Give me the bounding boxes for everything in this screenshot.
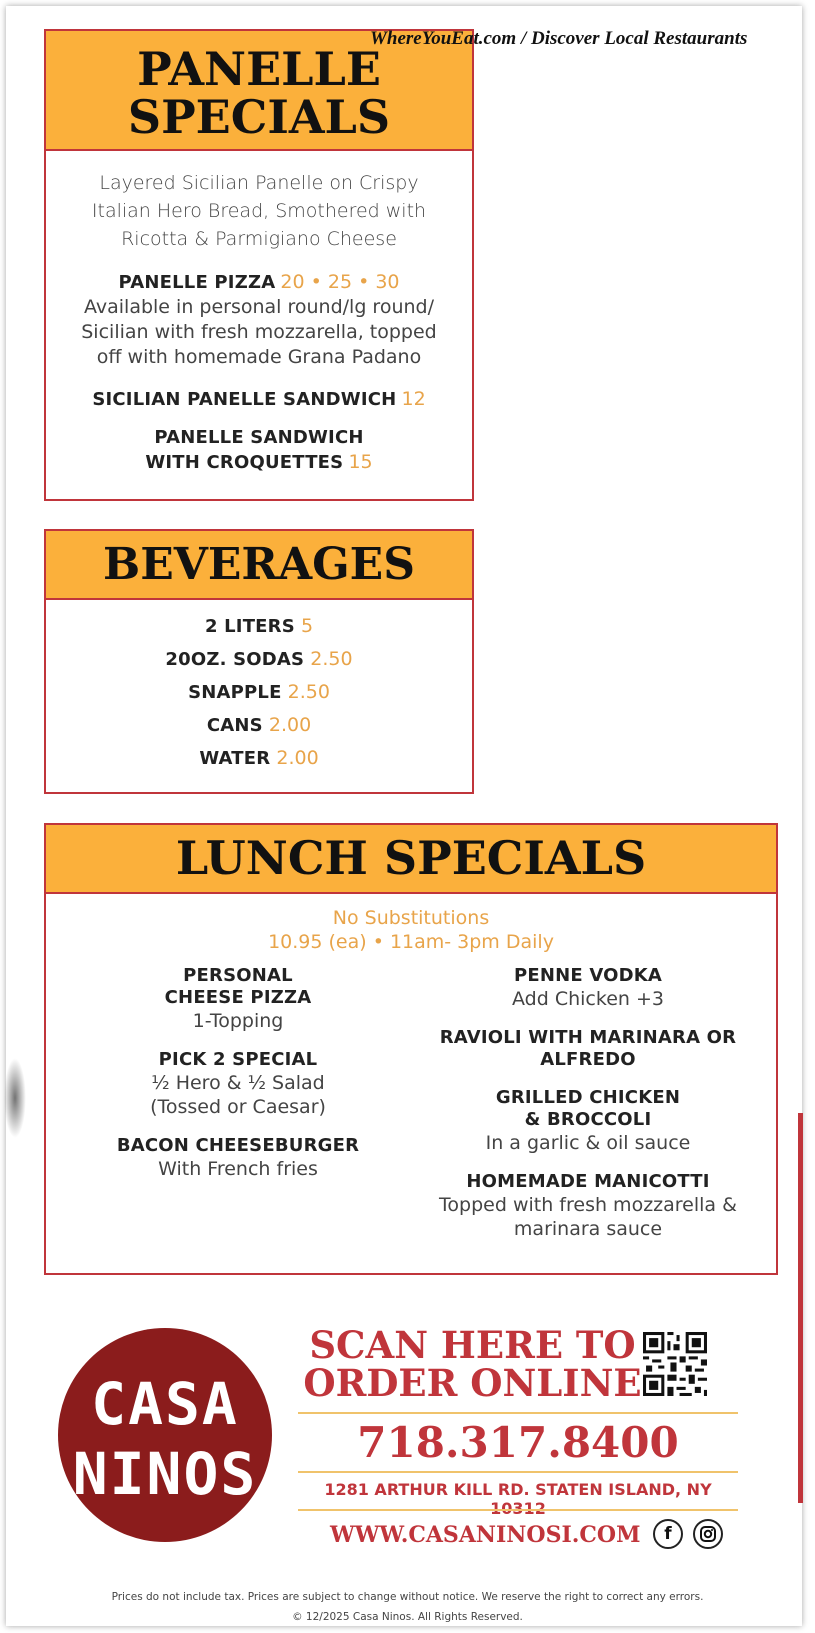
item-name: 2 LITERS [204,616,295,637]
item-note: (Tossed or Caesar) [150,1096,326,1118]
item-name: PANELLE SANDWICH [154,427,364,448]
item-name: WATER [199,748,271,769]
panelle-description: Layered Sicilian Panelle on Crispy Italian Hero Bread, Smothered with Ricotta & Parmigiano Cheese [91,172,427,250]
item-name: PERSONAL [183,965,293,986]
item-price: 20 • 25 • 30 [280,271,400,293]
facebook-icon[interactable]: f [653,1519,683,1549]
item-note: marinara sauce [513,1218,663,1240]
menu-item [46,676,472,709]
menu-item [74,271,444,370]
item-name: 20OZ. SODAS [165,649,305,670]
item-note: Add Chicken +3 [512,988,664,1010]
website-link[interactable]: WWW.CASANINOSI.COM [330,1522,641,1548]
item-name: CANS [206,715,263,736]
menu-item [46,742,472,775]
item-name: BACON CHEESEBURGER [116,1135,360,1156]
instagram-icon[interactable] [693,1519,723,1549]
item-price: 15 [348,451,373,473]
beverages-header: BEVERAGES [46,531,472,600]
divider [298,1412,738,1414]
lunch-header: LUNCH SPECIALS [46,825,776,894]
item-price: 2.50 [287,681,330,703]
menu-item [418,965,758,1011]
scan-line1: SCAN HERE TO [309,1323,636,1367]
watermark: WhereYouEat.com / Discover Local Restaurants [370,28,748,49]
lunch-subtitle-hours: 10.95 (ea) • 11am- 3pm Daily [268,931,554,953]
lunch-specials-section [44,823,778,1275]
beverages-section [44,529,474,794]
menu-item [68,1049,408,1119]
item-note: In a garlic & oil sauce [485,1132,691,1154]
panelle-title-line2: SPECIALS [127,90,391,144]
divider [298,1471,738,1473]
item-name: PENNE VODKA [513,965,663,986]
item-name: PANELLE PIZZA [118,272,276,293]
menu-item [68,1135,408,1181]
logo-line2: NINOS [72,1440,258,1508]
address: 1281 ARTHUR KILL RD. STATEN ISLAND, NY [324,1480,712,1499]
item-note: With French fries [158,1158,318,1180]
lunch-right-column [418,965,758,1257]
menu-item [74,426,444,475]
menu-item [418,1027,758,1071]
item-note: Available in personal round/lg round/ Sicilian with fresh mozzarella, topped off with homemade Grana Padano [81,296,437,368]
item-price: 5 [300,615,314,637]
item-note: ½ Hero & ½ Salad [151,1072,325,1094]
edge-bar [798,1113,803,1503]
item-name: GRILLED CHICKEN [495,1087,681,1108]
page-shadow [4,1058,26,1138]
menu-item [418,1171,758,1241]
item-name: & BROCCOLI [524,1109,652,1130]
panelle-title-line1: PANELLE [137,42,381,96]
item-name: ALFREDO [540,1049,636,1070]
menu-item [418,1087,758,1155]
item-name: WITH CROQUETTES [145,452,344,473]
phone-number[interactable]: 718.317.8400 [357,1418,679,1467]
item-price: 2.00 [268,714,312,736]
panelle-specials-section [44,29,474,501]
menu-item [46,643,472,676]
menu-item [74,388,444,410]
item-price: 2.00 [276,747,319,769]
casa-ninos-logo [58,1328,272,1542]
divider [298,1509,738,1511]
disclaimer: Prices do not include tax. Prices are subject to change without notice. We reserve the right to correct any errors. [111,1591,704,1603]
qr-code-icon[interactable] [643,1332,707,1396]
item-name: CHEESE PIZZA [164,987,312,1008]
menu-item [68,965,408,1033]
scan-to-order [300,1323,645,1405]
item-price: 12 [401,388,426,410]
menu-item [46,610,472,643]
item-name: PICK 2 SPECIAL [158,1049,318,1070]
lunch-subtitle: No Substitutions [332,907,490,929]
menu-item [46,709,472,742]
item-name: HOMEMADE MANICOTTI [466,1171,710,1192]
item-name: SICILIAN PANELLE SANDWICH [92,389,397,410]
lunch-left-column [68,965,408,1197]
scan-line2: ORDER ONLINE [303,1361,642,1405]
logo-line1: CASA [91,1370,239,1438]
item-note: 1-Topping [192,1010,284,1032]
copyright: © 12/2025 Casa Ninos. All Rights Reserved. [292,1611,523,1623]
item-note: Topped with fresh mozzarella & [439,1194,737,1216]
item-name: SNAPPLE [188,682,282,703]
item-price: 2.50 [310,648,353,670]
item-name: RAVIOLI WITH MARINARA OR [439,1027,737,1048]
